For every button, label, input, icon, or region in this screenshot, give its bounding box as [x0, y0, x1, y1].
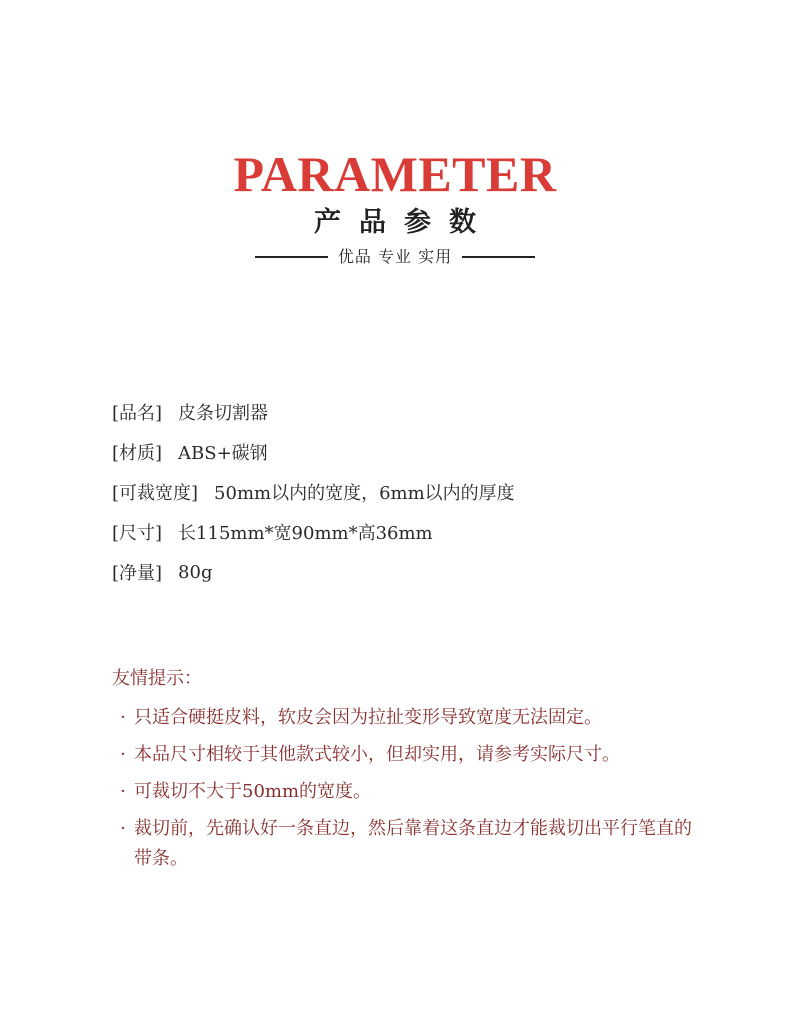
page-title: PARAMETER	[233, 146, 557, 202]
right-divider	[462, 256, 535, 258]
param-row-material	[112, 432, 752, 472]
param-value: 50mm以内的宽度，6mm以内的厚度	[214, 483, 515, 504]
param-row-name	[112, 392, 752, 432]
page-header	[0, 146, 790, 268]
tip-text: 裁切前，先确认好一条直边，然后靠着这条直边才能裁切出平行笔直的带条。	[134, 818, 692, 869]
param-value: ABS+碳钢	[178, 443, 268, 464]
param-label: [品名]	[112, 403, 163, 424]
page-subtitle: 产品参数	[314, 207, 494, 238]
tip-text: 只适合硬挺皮料，软皮会因为拉扯变形导致宽度无法固定。	[134, 707, 602, 728]
parameter-list	[112, 392, 752, 592]
bullet-icon: ·	[120, 744, 126, 765]
tip-item	[112, 814, 752, 874]
bullet-icon: ·	[120, 818, 126, 839]
param-row-weight	[112, 552, 752, 592]
tip-item	[112, 777, 752, 807]
param-value: 80g	[178, 561, 213, 583]
param-value: 长115mm*宽90mm*高36mm	[178, 523, 433, 544]
param-label: [净量]	[112, 563, 163, 584]
param-label: [可裁宽度]	[112, 483, 199, 504]
tip-text: 可裁切不大于50mm的宽度。	[134, 781, 372, 802]
param-value: 皮条切割器	[178, 403, 269, 424]
tip-item	[112, 703, 752, 733]
tips-title: 友情提示：	[112, 668, 202, 689]
param-row-cut-width	[112, 472, 752, 512]
tips-section	[112, 664, 752, 874]
param-label: [尺寸]	[112, 523, 163, 544]
tip-item	[112, 740, 752, 770]
tip-text: 本品尺寸相较于其他款式较小，但却实用，请参考实际尺寸。	[134, 744, 620, 765]
tagline: 优品 专业 实用	[337, 247, 453, 266]
bullet-icon: ·	[120, 707, 126, 728]
bullet-icon: ·	[120, 781, 126, 802]
tagline-row	[0, 246, 790, 268]
param-row-size	[112, 512, 752, 552]
param-label: [材质]	[112, 443, 163, 464]
left-divider	[255, 256, 328, 258]
